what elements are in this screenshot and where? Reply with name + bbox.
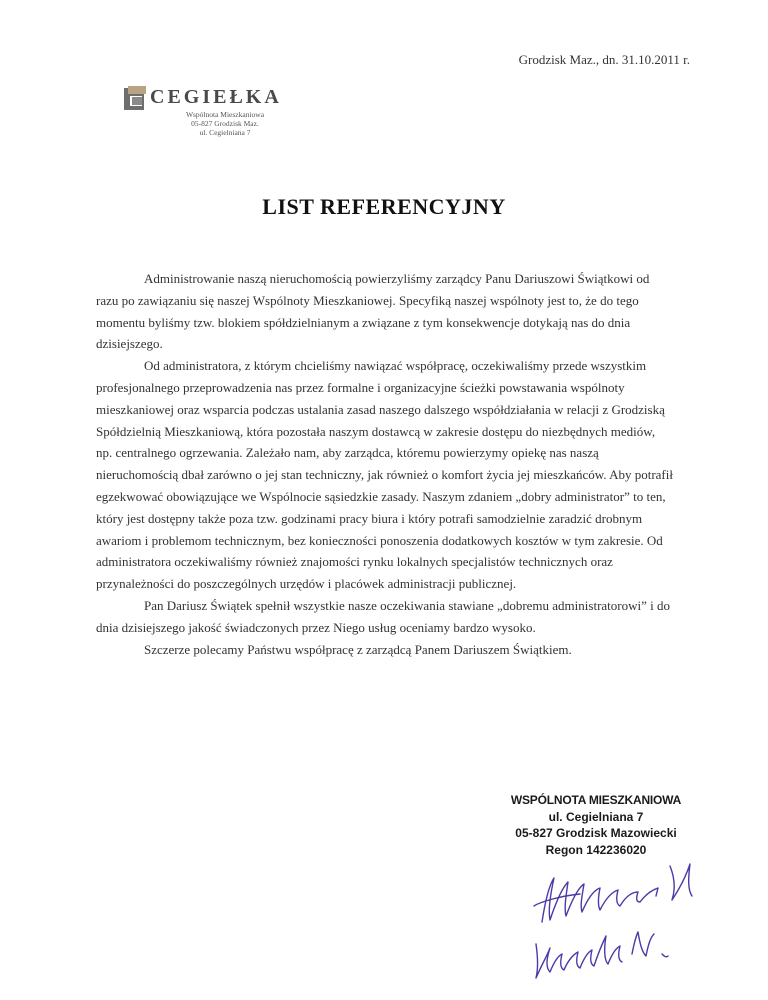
- logo-address: [160, 110, 290, 137]
- letter-date: Grodzisk Maz., dn. 31.10.2011 r.: [518, 52, 690, 67]
- handwritten-signatures: [520, 836, 720, 986]
- stamp-line: WSPÓLNOTA MIESZKANIOWA: [510, 793, 682, 807]
- stamp-line: Regon 142236020: [545, 842, 647, 857]
- paragraph: Pan Dariusz Świątek spełnił wszystkie nasze oczekiwania stawiane „dobremu administratorowi” i do dnia dzisiejszego jakość świadczonych przez Niego usług oceniamy bardzo wysoko.: [96, 597, 670, 635]
- paragraph: Od administratora, z którym chcieliśmy nawiązać współpracę, oczekiwaliśmy przede wszystkim profesjonalnego przeprowadzenia nas przez formalne i organizacyjne ścieżki powstawania wspólnoty mieszkaniowej oraz wsparcia podczas ustalania zasad naszego dalszego współdziałania w relacji z Grodziską Spółdzielnią Mieszkaniową, która pozostała naszym dostawcą w zakresie dostępu do niezbędnych mediów, np. centralnego ogrzewania. Zależało nam, aby zarządca, któremu powierzymy opiekę nas naszą nieruchomością dbał zarówno o jej stan techniczny, jak również o komfort życia jej mieszkańców. Aby potrafił egzekwować obowiązujące we Wspólnocie sąsiedzkie zasady. Naszym zdaniem „dobry administrator” to ten, który jest dostępny także poza tzw. godzinami pracy biura i który potrafi samodzielnie zaradzić drobnym awariom i problemom technicznym, bez konieczności ponoszenia dodatkowych kosztów w tym zakresie. Od administratora oczekiwaliśmy również znajomości rynku lokalnych specjalistów technicznych oraz przynależności do poszczególnych urzędów i placówek administracji publicznej.: [96, 358, 673, 592]
- paragraph: Administrowanie naszą nieruchomością powierzyliśmy zarządcy Panu Dariuszowi Świątkowi od razu po zawiązaniu się naszej Wspólnoty Mieszkaniowej. Specyfiką naszej wspólnoty jest to, że do tego momentu byliśmy tzw. blokiem spółdzielnianym a związane z tym konsekwencje dotykają nas do dnia dzisiejszego.: [96, 271, 650, 352]
- logo-line: Wspólnota Mieszkaniowa: [185, 110, 265, 119]
- brick-logo-icon: [122, 84, 148, 112]
- logo-line: ul. Cegielniana 7: [199, 128, 251, 137]
- community-logo: [120, 82, 290, 144]
- paragraph: Szczerze polecamy Państwu współpracę z zarządcą Panem Dariuszem Świątkiem.: [144, 641, 572, 657]
- letter-title: LIST REFERENCYJNY: [262, 194, 506, 219]
- letter-body: [96, 268, 674, 660]
- logo-line: 05-827 Grodzisk Maz.: [191, 119, 259, 128]
- stamp-line: ul. Cegielniana 7: [548, 809, 644, 824]
- logo-name: CEGIEŁKA: [150, 86, 282, 108]
- stamp-line: 05-827 Grodzisk Mazowiecki: [515, 826, 677, 840]
